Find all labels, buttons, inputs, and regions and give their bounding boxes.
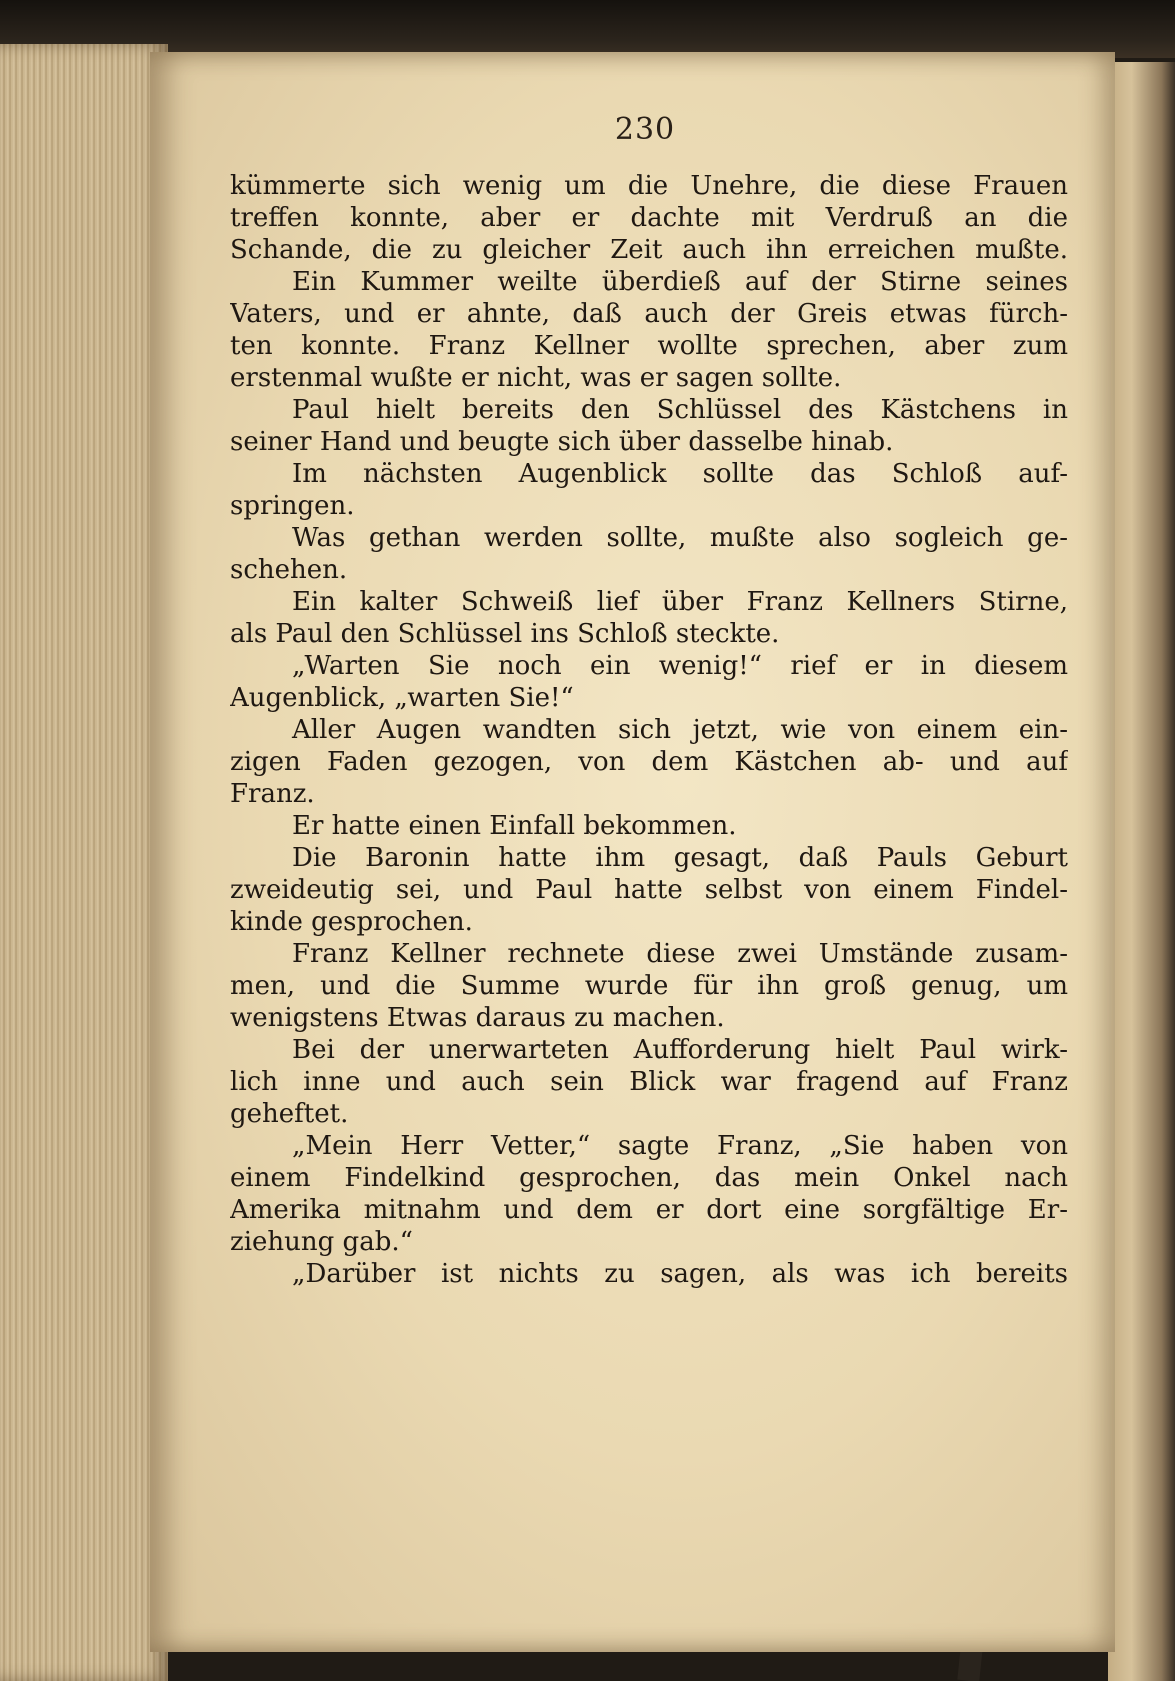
text-line: Augenblick, „warten Sie!“ xyxy=(230,683,574,713)
text-line: Schande, die zu gleicher Zeit auch ihn erreichen mußte. xyxy=(230,235,1068,265)
text-line: einem Findelkind gesprochen, das mein Onkel nach xyxy=(230,1163,1068,1193)
text-line: Ein Kummer weilte überdieß auf der Stirne seines xyxy=(292,267,1068,297)
text-line: ten konnte. Franz Kellner wollte sprechen, aber zum xyxy=(230,331,1068,361)
text-line: als Paul den Schlüssel ins Schloß steckte. xyxy=(230,619,780,649)
page-edge-right xyxy=(1108,62,1175,1681)
book-cover-edge xyxy=(0,0,1175,58)
text-line: Er hatte einen Einfall bekommen. xyxy=(292,811,737,841)
text-line: zweideutig sei, und Paul hatte selbst von einem Findel- xyxy=(230,875,1068,905)
text-line: Ein kalter Schweiß lief über Franz Kellners Stirne, xyxy=(292,587,1068,617)
text-line: Vaters, und er ahnte, daß auch der Greis etwas fürch- xyxy=(230,299,1068,329)
text-line: „Warten Sie noch ein wenig!“ rief er in diesem xyxy=(292,651,1068,681)
text-line: zigen Faden gezogen, von dem Kästchen ab- und auf xyxy=(230,747,1068,777)
text-line: Amerika mitnahm und dem er dort eine sorgfältige Er- xyxy=(230,1195,1068,1225)
text-line: Im nächsten Augenblick sollte das Schloß auf- xyxy=(292,459,1068,489)
text-line: Was gethan werden sollte, mußte also sogleich ge- xyxy=(292,523,1068,553)
text-line: schehen. xyxy=(230,555,348,585)
text-line: kümmerte sich wenig um die Unehre, die diese Frauen xyxy=(230,171,1068,201)
page-stack-left xyxy=(0,44,168,1681)
text-line: treffen konnte, aber er dachte mit Verdruß an die xyxy=(230,203,1068,233)
text-line: lich inne und auch sein Blick war fragend auf Franz xyxy=(230,1067,1068,1097)
text-line: men, und die Summe wurde für ihn groß genug, um xyxy=(230,971,1068,1001)
text-line: ziehung gab.“ xyxy=(230,1227,413,1257)
text-line: erstenmal wußte er nicht, was er sagen sollte. xyxy=(230,363,842,393)
text-line: „Mein Herr Vetter,“ sagte Franz, „Sie haben von xyxy=(292,1131,1068,1161)
text-line: Bei der unerwarteten Aufforderung hielt Paul wirk- xyxy=(292,1035,1068,1065)
page-number: 230 xyxy=(614,112,676,147)
text-line: wenigstens Etwas daraus zu machen. xyxy=(230,1003,725,1033)
text-line: geheftet. xyxy=(230,1099,349,1129)
text-line: kinde gesprochen. xyxy=(230,907,473,937)
text-line: Aller Augen wandten sich jetzt, wie von einem ein- xyxy=(292,715,1068,745)
text-line: springen. xyxy=(230,491,355,521)
text-line: Franz. xyxy=(230,779,315,809)
text-line: „Darüber ist nichts zu sagen, als was ich bereits xyxy=(292,1259,1068,1289)
body-text xyxy=(230,170,1068,1290)
text-line: Franz Kellner rechnete diese zwei Umstände zusam- xyxy=(292,939,1068,969)
text-line: seiner Hand und beugte sich über dasselbe hinab. xyxy=(230,427,894,457)
text-line: Paul hielt bereits den Schlüssel des Kästchens in xyxy=(292,395,1068,425)
text-line: Die Baronin hatte ihm gesagt, daß Pauls Geburt xyxy=(292,843,1068,873)
